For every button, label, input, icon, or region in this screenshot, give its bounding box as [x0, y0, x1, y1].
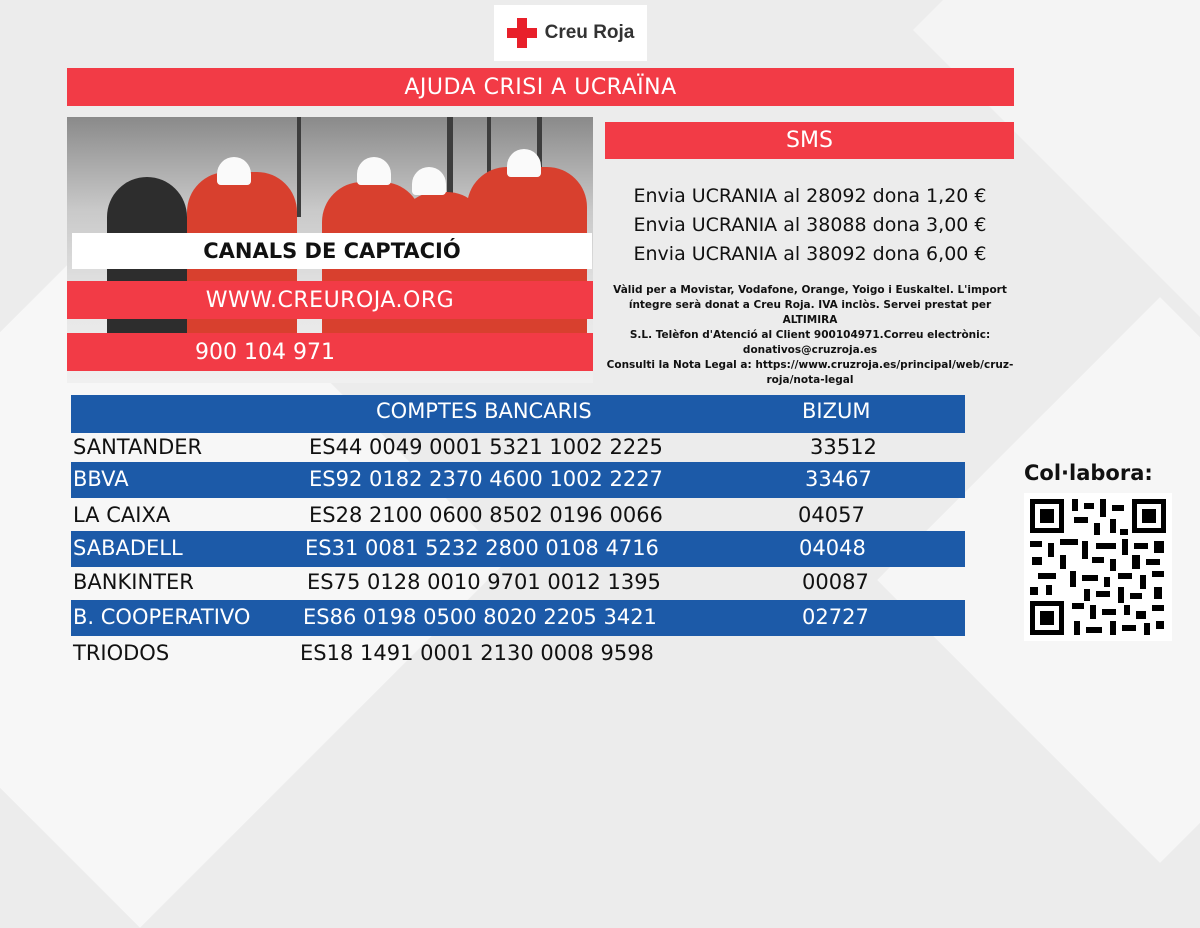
sms-instructions: [600, 182, 1020, 269]
sms-line: Envia UCRANIA al 38092 dona 6,00 €: [633, 243, 987, 265]
bizum-code: 33512: [810, 435, 877, 459]
legal-line: roja/nota-legal: [766, 374, 854, 386]
bank-name: BBVA: [73, 467, 129, 491]
sms-heading: SMS: [605, 122, 1014, 159]
bank-iban: ES18 1491 0001 2130 0008 9598: [300, 641, 654, 665]
qr-code-icon[interactable]: [1024, 493, 1172, 641]
collaborate-label: Col·labora:: [1024, 461, 1153, 485]
bank-name: LA CAIXA: [73, 503, 171, 527]
sms-line: Envia UCRANIA al 28092 dona 1,20 €: [633, 185, 987, 207]
legal-line: Consulti la Nota Legal a: https://www.cruzroja.es/principal/web/cruz-: [606, 359, 1014, 371]
bizum-code: 04048: [799, 536, 866, 560]
bank-iban: ES92 0182 2370 4600 1002 2227: [309, 467, 663, 491]
bizum-code: 33467: [805, 467, 872, 491]
bank-iban: ES31 0081 5232 2800 0108 4716: [305, 536, 659, 560]
sms-line: Envia UCRANIA al 38088 dona 3,00 €: [633, 214, 987, 236]
table-row: [71, 636, 965, 672]
channels-heading: CANALS DE CAPTACIÓ: [72, 233, 592, 269]
website-link[interactable]: WWW.CREUROJA.ORG: [67, 281, 593, 319]
table-row: [71, 430, 965, 466]
legal-line: S.L. Telèfon d'Atenció al Client 900104971.Correu electrònic:: [629, 329, 991, 341]
creu-roja-logo: [494, 5, 647, 61]
table-row: [71, 498, 965, 534]
bank-name: BANKINTER: [73, 570, 194, 594]
phone-number: [67, 333, 593, 371]
bank-iban: ES44 0049 0001 5321 1002 2225: [309, 435, 663, 459]
legal-line: donativos@cruzroja.es: [742, 344, 878, 356]
qr-code-graphic: [1024, 493, 1172, 641]
table-row: [71, 600, 965, 636]
bank-iban: ES28 2100 0600 8502 0196 0066: [309, 503, 663, 527]
bizum-code: 02727: [802, 605, 869, 629]
logo-text: Creu Roja: [544, 22, 635, 43]
legal-notice: [605, 283, 1015, 388]
bank-table-header: [71, 395, 965, 433]
legal-line: Vàlid per a Movistar, Vodafone, Orange, Yoigo i Euskaltel. L'import: [613, 284, 1007, 296]
bizum-code: 00087: [802, 570, 869, 594]
page-title: AJUDA CRISI A UCRAÏNA: [67, 68, 1014, 106]
bank-iban: ES75 0128 0010 9701 0012 1395: [307, 570, 661, 594]
table-row: [71, 565, 965, 601]
table-row: [71, 462, 965, 498]
bank-name: SABADELL: [73, 536, 183, 560]
bank-name: B. COOPERATIVO: [73, 605, 251, 629]
legal-line: íntegre serà donat a Creu Roja. IVA inclòs. Servei prestat per ALTIMIRA: [628, 299, 992, 326]
bizum-header: BIZUM: [802, 399, 871, 423]
red-cross-icon: [507, 18, 537, 48]
bizum-code: 04057: [798, 503, 865, 527]
background-shape: [913, 0, 1200, 327]
table-row: [71, 531, 965, 567]
accounts-header: COMPTES BANCARIS: [376, 399, 592, 423]
bank-name: TRIODOS: [73, 641, 170, 665]
bank-name: SANTANDER: [73, 435, 203, 459]
bank-iban: ES86 0198 0500 8020 2205 3421: [303, 605, 657, 629]
phone-text: 900 104 971: [195, 339, 335, 365]
